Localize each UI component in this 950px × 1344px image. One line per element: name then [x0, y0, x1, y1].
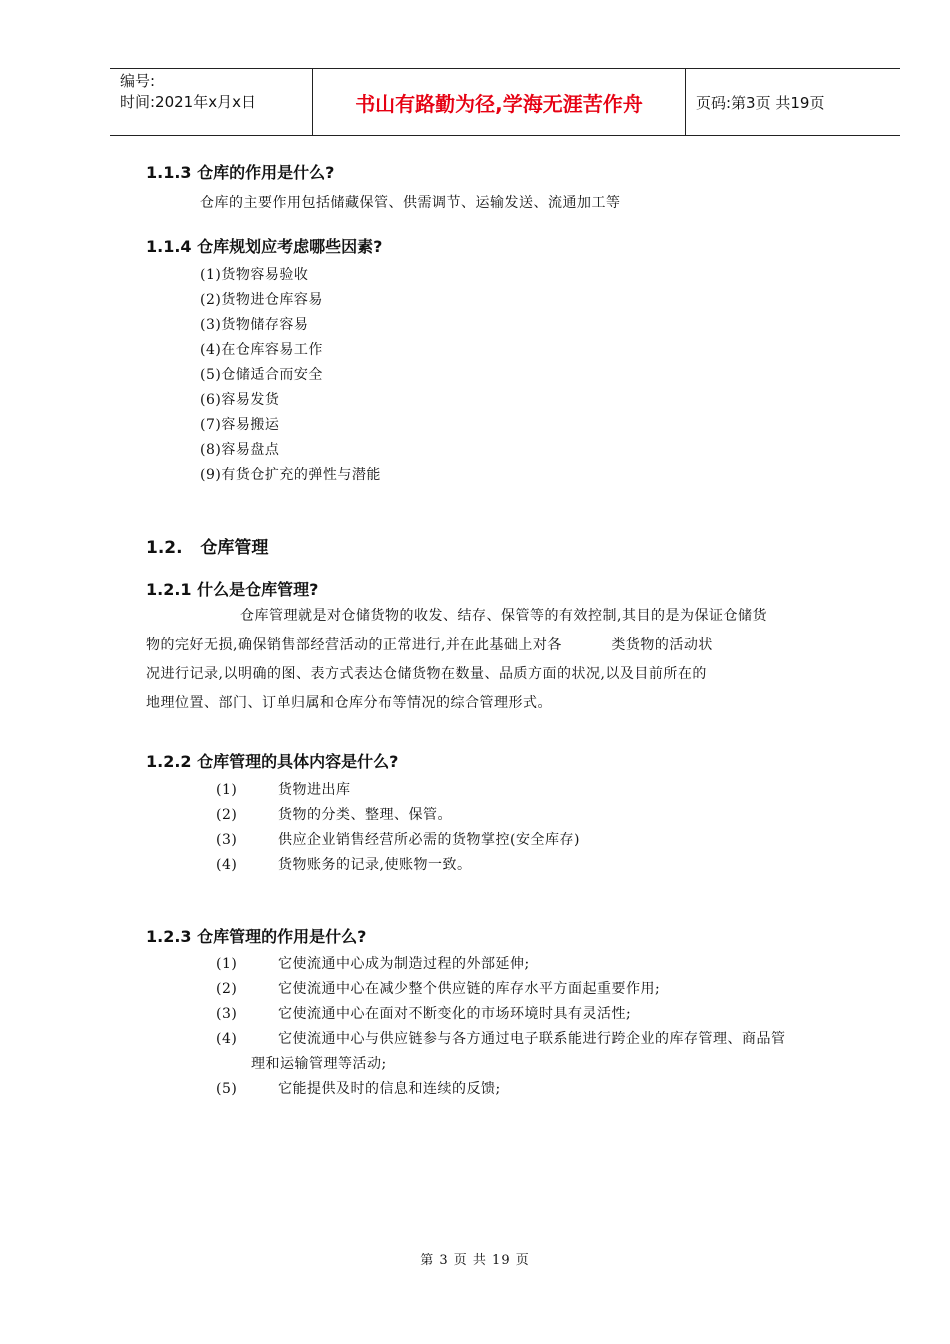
list-item — [216, 953, 530, 973]
list-item-number: (3) — [216, 832, 238, 848]
list-item — [216, 779, 351, 799]
list-item-continuation: 理和运输管理等活动; — [251, 1056, 387, 1072]
list-item: (7)容易搬运 — [200, 417, 280, 433]
list-item-text: 货物的分类、整理、保管。 — [278, 807, 452, 823]
list-item: (1)货物容易验收 — [200, 267, 309, 283]
header-meta — [110, 69, 313, 135]
list-item — [216, 829, 580, 849]
paragraph-1-2-1 — [146, 602, 868, 718]
list-item-text: 它使流通中心与供应链参与各方通过电子联系能进行跨企业的库存管理、商品管 — [278, 1031, 786, 1047]
heading-1-2-3: 1.2.3 仓库管理的作用是什么? — [146, 927, 367, 946]
heading-1-1-4: 1.1.4 仓库规划应考虑哪些因素? — [146, 237, 383, 256]
list-item — [216, 804, 452, 824]
list-item-number: (1) — [216, 782, 238, 798]
list-item-number: (4) — [216, 1031, 238, 1047]
document-time: 时间:2021年x月x日 — [120, 93, 256, 111]
list-item: (8)容易盘点 — [200, 442, 280, 458]
paragraph-line: 仓库管理就是对仓储货物的收发、结存、保管等的有效控制,其目的是为保证仓储货 — [240, 608, 767, 624]
page-footer: 第 3 页 共 19 页 — [420, 1253, 530, 1268]
list-item-number: (5) — [216, 1081, 238, 1097]
list-item-text: 供应企业销售经营所必需的货物掌控(安全库存) — [278, 832, 580, 848]
heading-1-2: 1.2. 仓库管理 — [146, 538, 269, 558]
heading-1-2-2: 1.2.2 仓库管理的具体内容是什么? — [146, 752, 399, 771]
list-item: (3)货物储存容易 — [200, 317, 309, 333]
page-header — [110, 68, 900, 136]
paragraph-line: 物的完好无损,确保销售部经营活动的正常进行,并在此基础上对各 类货物的活动状 — [146, 637, 713, 653]
heading-1-2-1: 1.2.1 什么是仓库管理? — [146, 580, 319, 599]
list-item-number: (3) — [216, 1006, 238, 1022]
paragraph-line: 况进行记录,以明确的图、表方式表达仓储货物在数量、品质方面的状况,以及目前所在的 — [146, 666, 707, 682]
document-number: 编号: — [120, 72, 156, 90]
list-item-number: (2) — [216, 807, 238, 823]
list-item-number: (2) — [216, 981, 238, 997]
list-item: (2)货物进仓库容易 — [200, 292, 323, 308]
list-item-text: 货物账务的记录,使账物一致。 — [278, 857, 472, 873]
body-1-1-3: 仓库的主要作用包括储藏保管、供需调节、运输发送、流通加工等 — [200, 195, 621, 211]
list-item-number: (4) — [216, 857, 238, 873]
list-item: (6)容易发货 — [200, 392, 280, 408]
list-item: (9)有货仓扩充的弹性与潜能 — [200, 467, 381, 483]
list-item-text: 它使流通中心在减少整个供应链的库存水平方面起重要作用; — [278, 981, 661, 997]
list-item — [216, 978, 660, 998]
list-item: (4)在仓库容易工作 — [200, 342, 323, 358]
heading-1-1-3: 1.1.3 仓库的作用是什么? — [146, 163, 335, 182]
list-item-text: 它使流通中心在面对不断变化的市场环境时具有灵活性; — [278, 1006, 632, 1022]
list-item-text: 它能提供及时的信息和连续的反馈; — [278, 1081, 501, 1097]
paragraph-line: 地理位置、部门、订单归属和仓库分布等情况的综合管理形式。 — [146, 695, 552, 711]
list-item-text: 它使流通中心成为制造过程的外部延伸; — [278, 956, 530, 972]
header-motto: 书山有路勤为径,学海无涯苦作舟 — [313, 69, 686, 135]
list-item-text: 货物进出库 — [278, 782, 351, 798]
list-item — [216, 1028, 786, 1048]
header-page-number: 页码:第3页 共19页 — [696, 93, 825, 112]
list-item-number: (1) — [216, 956, 238, 972]
list-item — [216, 1003, 631, 1023]
list-item — [216, 1078, 501, 1098]
list-item — [216, 854, 471, 874]
list-item: (5)仓储适合而安全 — [200, 367, 323, 383]
